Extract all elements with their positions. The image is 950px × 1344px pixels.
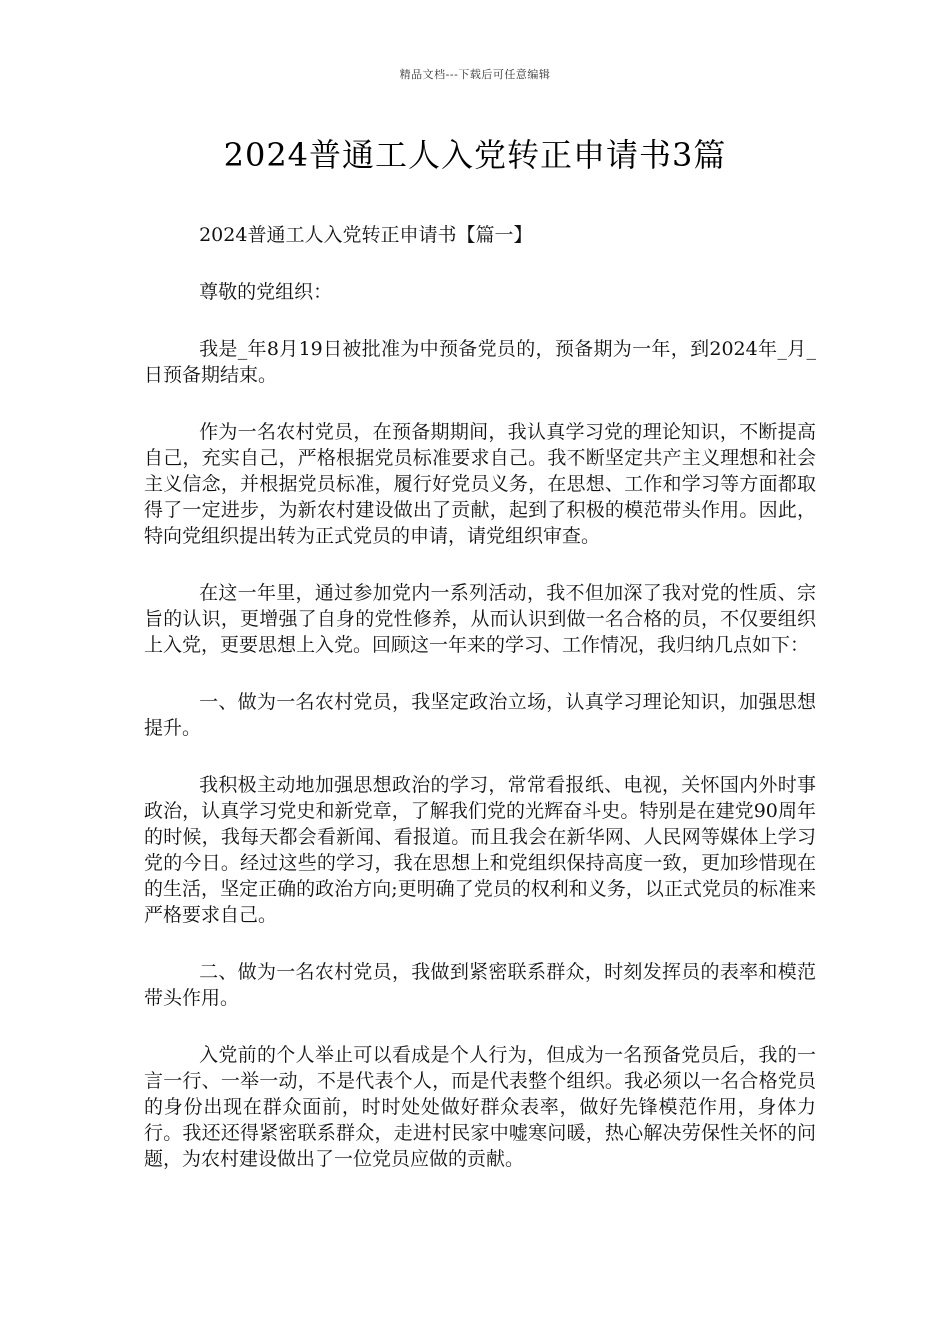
paragraph: 作为一名农村党员，在预备期期间，我认真学习党的理论知识，不断提高自己，充实自己，严格根据党员标准要求自己。我不断坚定共产主义理想和社会主义信念，并根据党员标准，履行好党员义务，在思想、工作和学习等方面都取得了一定进步，为新农村建设做出了贡献，起到了积极的模范带头作用。因此，特向党组织提出转为正式党员的申请，请党组织审查。 (144, 421, 816, 547)
paragraph: 我是_年8月19日被批准为中预备党员的，预备期为一年，到2024年_月_日预备期结束。 (144, 338, 816, 386)
paragraph: 二、做为一名农村党员，我做到紧密联系群众，时刻发挥员的表率和模范带头作用。 (144, 961, 816, 1009)
paragraph: 一、做为一名农村党员，我坚定政治立场，认真学习理论知识，加强思想提升。 (144, 691, 816, 739)
section-heading: 2024普通工人入党转正申请书【篇一】 (199, 224, 533, 246)
paragraph: 入党前的个人举止可以看成是个人行为，但成为一名预备党员后，我的一言一行、一举一动，不是代表个人，而是代表整个组织。我必须以一名合格党员的身份出现在群众面前，时时处处做好群众表率，做好先锋模范作用，身体力行。我还还得紧密联系群众，走进村民家中嘘寒问暖，热心解决劳保性关怀的问题，为农村建设做出了一位党员应做的贡献。 (144, 1044, 816, 1170)
header-note: 精品文档---下载后可任意编辑 (399, 68, 551, 81)
paragraph: 在这一年里，通过参加党内一系列活动，我不但加深了我对党的性质、宗旨的认识，更增强了自身的党性修养，从而认识到做一名合格的员，不仅要组织上入党，更要思想上入党。回顾这一年来的学习、工作情况，我归纳几点如下： (144, 582, 816, 656)
salutation: 尊敬的党组织： (199, 281, 333, 303)
document-title: 2024普通工人入党转正申请书3篇 (223, 136, 727, 174)
paragraph: 我积极主动地加强思想政治的学习，常常看报纸、电视，关怀国内外时事政治，认真学习党史和新党章，了解我们党的光辉奋斗史。特别是在建党90周年的时候，我每天都会看新闻、看报道。而且我会在新华网、人民网等媒体上学习党的今日。经过这些的学习，我在思想上和党组织保持高度一致，更加珍惜现在的生活，坚定正确的政治方向;更明确了党员的权利和义务，以正式党员的标准来严格要求自己。 (144, 774, 816, 926)
document-body (144, 222, 816, 1203)
